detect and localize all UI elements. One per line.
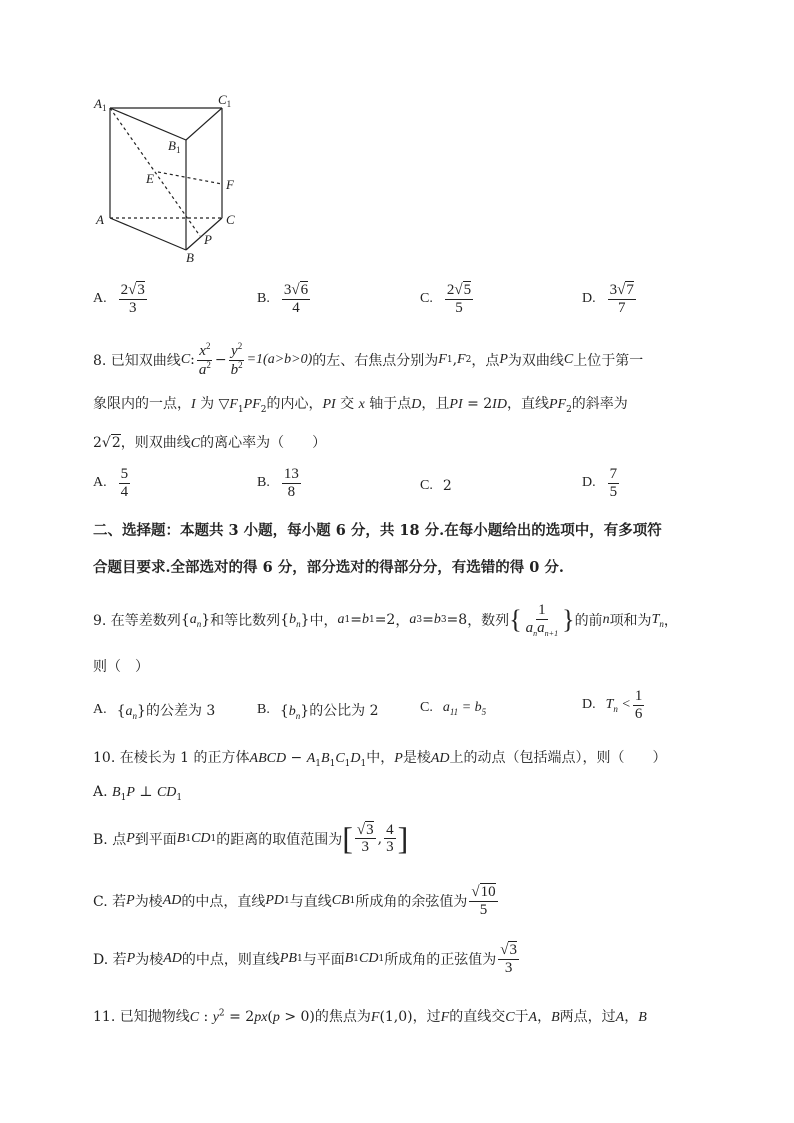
q10-option-b[interactable]: B. 点 P 到平面 B 1 CD 1 的距离的取值范围为 [ $\frac{√3}{3}$ , $\frac{4}{3}$ ] xyxy=(93,820,409,856)
label-C1: $C_1$ xyxy=(218,92,232,109)
section2-line2: 合题目要求.全部选对的得 6 分，部分选对的得部分分，有选错的得 0 分. xyxy=(93,559,564,576)
q8-option-a[interactable]: A. $\frac{5}{4}$ xyxy=(93,466,129,500)
section2-line1: 二、选择题：本题共 3 小题，每小题 6 分，共 18 分.在每小题给出的选项中，有多项符 xyxy=(93,522,662,539)
prism-figure xyxy=(90,88,250,266)
q10-option-d[interactable]: D. 若 P 为棱 AD 的中点，则直线 PB 1 与平面 B 1 CD 1 所成角的正弦值为 $\frac{√3}{3}$ xyxy=(93,942,517,976)
label-F: F xyxy=(226,177,234,192)
q11-line1: 11. 已知抛物线C : $y^2 = 2px(p > 0)$的焦点为F(1,0)，过F的直线交C于A，B两点，过A，B xyxy=(93,1008,647,1025)
q10-option-a[interactable]: A. $B_1P$ ⊥ $CD_1$ xyxy=(93,784,183,803)
q8-option-d[interactable]: D. $\frac{7}{5}$ xyxy=(582,466,618,500)
q8-option-c[interactable]: C. 2 xyxy=(420,478,452,494)
label-B1: $B_1$ xyxy=(168,138,181,155)
q8-line3: 2√2，则双曲线C的离心率为（ ） xyxy=(93,435,327,451)
q8-line1: 8. 已知双曲线 C : $\frac{x^2}{a^2}$ − $\frac{y^2}{b^2}$ =1(a>b>0) 的左、右焦点分别为 F 1 , F 2 ，点 P 为双曲线 C 上位于第一 xyxy=(93,341,644,378)
q7-option-a[interactable]: A. $\frac{2√3}{3}$ xyxy=(93,282,145,316)
q8-option-b[interactable]: B. $\frac{13}{8}$ xyxy=(257,466,299,500)
q9-option-c[interactable]: C. $a_{11} = b_5$ xyxy=(420,700,487,717)
q9-line1: 9. 在等差数列 { $a_n$ } 和等比数列 { $b_n$ } 中， a 1 = b 1 =2 ， a 3 = b 3 =8 ，数列 { $\frac{1}{a_na_{n+1}}$ } 的前 n 项和为 $T_n$ ， xyxy=(93,602,678,638)
q7-option-d[interactable]: D. $\frac{3√7}{7}$ xyxy=(582,282,634,316)
label-B: B xyxy=(186,250,194,265)
q9-option-b[interactable]: B. $\{b_n\}$的公比为 2 xyxy=(257,702,379,721)
q9-option-d[interactable]: D. $T_n$ < $\frac{1}{6}$ xyxy=(582,688,643,722)
q10-option-c[interactable]: C. 若 P 为棱 AD 的中点，直线 PD 1 与直线 CB 1 所成角的余弦值为 $\frac{√10}{5}$ xyxy=(93,884,496,918)
q9-line2: 则（ ） xyxy=(93,659,149,675)
q8-line2: 象限内的一点，I 为 $▽F_1PF_2$的内心，PI 交 x 轴于点D，且PI = 2ID，直线$PF_2$的斜率为 xyxy=(93,396,628,415)
label-A1: $A_1$ xyxy=(94,96,107,113)
label-E: E xyxy=(146,171,154,186)
edge-B1-C1 xyxy=(186,108,222,140)
segment-E-F xyxy=(158,172,222,184)
q7-option-b[interactable]: B. $\frac{3√6}{4}$ xyxy=(257,282,309,316)
q9-option-a[interactable]: A. $\{a_n\}$的公差为 3 xyxy=(93,702,216,721)
q10-line1: 10. 在棱长为 1 的正方体ABCD − $A_1B_1C_1D_1$中，P是棱AD上的动点（包括端点），则（ ） xyxy=(93,750,667,769)
edge-A-B xyxy=(110,218,186,250)
label-P: P xyxy=(204,232,212,247)
label-A: A xyxy=(96,212,104,227)
label-C: C xyxy=(226,212,235,227)
q7-option-c[interactable]: C. $\frac{2√5}{5}$ xyxy=(420,282,472,316)
